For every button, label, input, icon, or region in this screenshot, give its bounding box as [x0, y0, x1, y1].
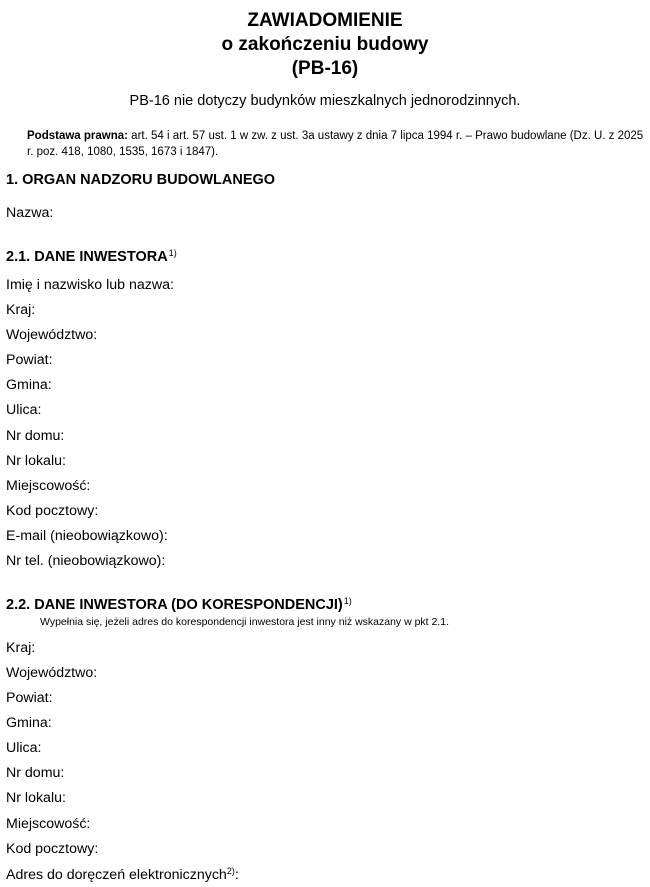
footnote-ref: 2) — [226, 866, 235, 876]
field-label-phone: Nr tel. (nieobowiązkowo): — [6, 553, 166, 569]
section-heading-correspondence — [6, 596, 352, 613]
field-label-country: Kraj: — [6, 302, 36, 318]
footnote-ref: 1) — [168, 248, 177, 258]
field-label-postal-code: Kod pocztowy: — [6, 841, 99, 857]
form-code: (PB-16) — [291, 58, 359, 79]
field-label-nazwa: Nazwa: — [6, 205, 54, 221]
field-label-e-delivery-address — [6, 866, 239, 883]
field-label-email: E-mail (nieobowiązkowo): — [6, 528, 168, 544]
field-label-commune: Gmina: — [6, 377, 52, 393]
legal-basis-label: Podstawa prawna: — [27, 130, 128, 142]
field-label-street: Ulica: — [6, 740, 42, 756]
field-label-apartment-number: Nr lokalu: — [6, 453, 66, 469]
e-delivery-label-text: Adres do doręczeń elektronicznych — [6, 867, 227, 883]
field-label-voivodeship: Województwo: — [6, 327, 98, 343]
section-heading-investor-text: 2.1. DANE INWESTORA — [6, 249, 168, 265]
field-label-house-number: Nr domu: — [6, 765, 65, 781]
field-label-name: Imię i nazwisko lub nazwa: — [6, 277, 174, 293]
footnote-ref: 1) — [343, 596, 352, 606]
field-label-house-number: Nr domu: — [6, 428, 65, 444]
document-title-line2: o zakończeniu budowy — [221, 34, 429, 55]
field-label-city: Miejscowość: — [6, 478, 91, 494]
field-label-country: Kraj: — [6, 640, 36, 656]
field-label-county: Powiat: — [6, 690, 53, 706]
field-label-commune: Gmina: — [6, 715, 52, 731]
section-heading-investor — [6, 248, 177, 265]
legal-basis — [27, 128, 647, 160]
section-heading-correspondence-text: 2.2. DANE INWESTORA (DO KORESPONDENCJI) — [6, 597, 343, 613]
label-colon: : — [234, 867, 239, 883]
field-label-apartment-number: Nr lokalu: — [6, 790, 66, 806]
section-note: Wypełnia się, jeżeli adres do korespondencji inwestora jest inny niż wskazany w pkt 2.1. — [40, 616, 450, 628]
field-label-voivodeship: Województwo: — [6, 665, 98, 681]
field-label-street: Ulica: — [6, 402, 42, 418]
legal-basis-text: art. 54 i art. 57 ust. 1 w zw. z ust. 3a ustawy z dnia 7 lipca 1994 r. – Prawo budowlane (Dz. U. z 2025 r. poz. 418, 1080, 1535, 1673 i 1847). — [27, 130, 644, 158]
field-label-postal-code: Kod pocztowy: — [6, 503, 99, 519]
field-label-city: Miejscowość: — [6, 816, 91, 832]
document-subtitle: PB-16 nie dotyczy budynków mieszkalnych jednorodzinnych. — [129, 93, 521, 109]
field-label-county: Powiat: — [6, 352, 53, 368]
document-title: ZAWIADOMIENIE — [247, 10, 403, 31]
section-heading-organ: 1. ORGAN NADZORU BUDOWLANEGO — [6, 172, 276, 188]
